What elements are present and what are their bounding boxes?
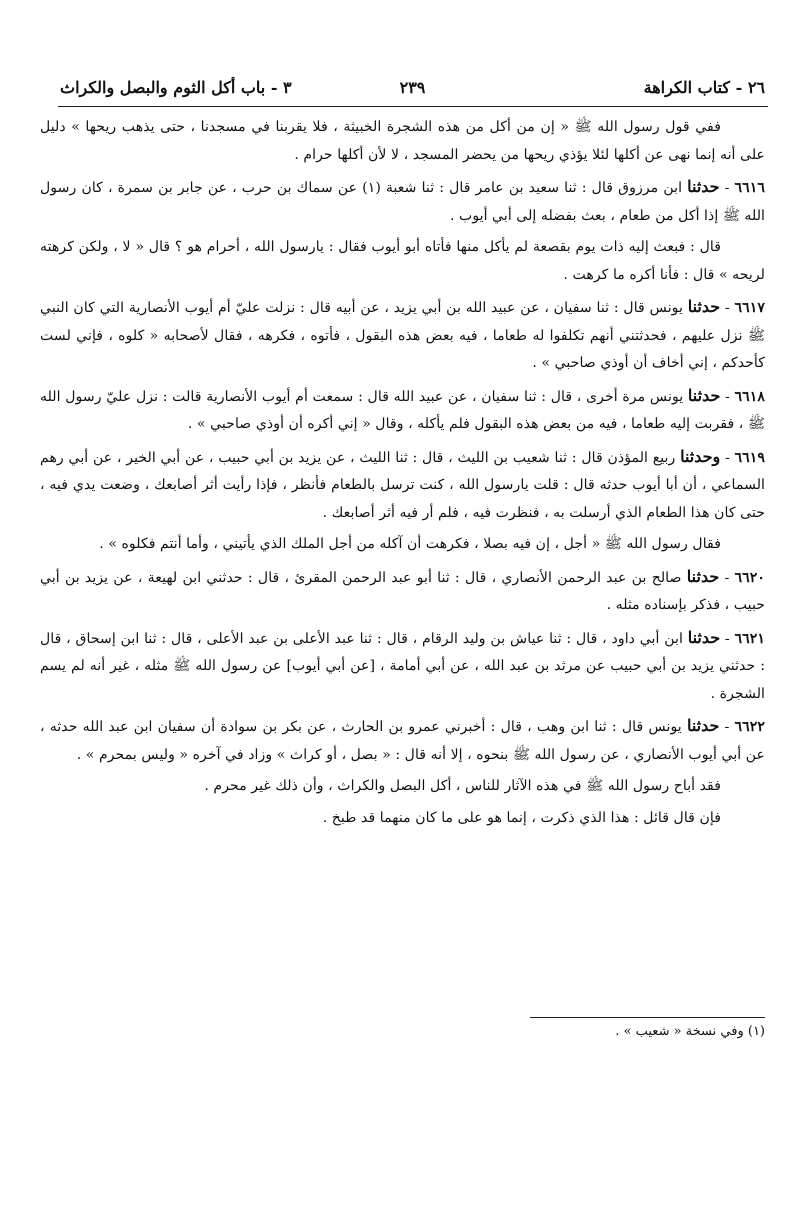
hadith-6622: ٦٦٢٢ - حدثنا يونس قال : ثنا ابن وهب ، قال : أخبرني عمرو بن الحارث ، عن بكر بن سوادة أن سفيان ابن عبد الله حدثه ، عن أبي أيوب الأنصاري ، عن رسول الله ﷺ بنحوه ، إلا أنه قال : « بصل ، أو كراث » وزاد في آخره « وليس بمحرم » . bbox=[40, 716, 766, 763]
hadith-keyword: حدثنا bbox=[687, 385, 721, 405]
hadith-6616: ٦٦١٦ - حدثنا ابن مرزوق قال : ثنا سعيد بن عامر قال : ثنا شعبة (١) عن سماك بن حرب ، عن جابر بن سمرة ، كان رسول الله ﷺ إذا أكل من طعام ، بعث بفضله إلى أبي أيوب . bbox=[40, 177, 765, 224]
hadith-6620: ٦٦٢٠ - حدثنا صالح بن عبد الرحمن الأنصاري ، قال : ثنا أبو عبد الرحمن المقرئ ، قال : حدثني ابن لهيعة ، عن يزيد بن أبي حبيب ، فذكر بإسناده مثله . bbox=[40, 566, 765, 613]
section-title: ٣ - باب أكل الثوم والبصل والكراث bbox=[60, 78, 292, 97]
paragraph-3: قال : فبعث إليه ذات يوم بقصعة لم يأكل منها فأتاه أبو أيوب فقال : يارسول الله ، أحرام هو ؟ قال « لا ، ولكن كرهته لريحه » قال : فأنا أكره ما كرهت . bbox=[40, 239, 765, 283]
footnote: (١) وفي نسخة « شعيب » . bbox=[615, 1024, 765, 1039]
hadith-keyword: حدثنا bbox=[686, 566, 720, 586]
page-number: ٢٣٩ bbox=[399, 78, 426, 97]
footnote-rule bbox=[530, 1017, 765, 1018]
hadith-number: ٦٦٢٠ bbox=[734, 569, 765, 586]
hadith-6618: ٦٦١٨ - حدثنا يونس مرة أخرى ، قال : ثنا سفيان ، عن عبيد الله قال : سمعت أم أيوب الأنصارية قالت : نزل عليّ رسول الله ﷺ ، فقربت إليه طعاما ، فيه من بعض هذه البقول فلم يأكله ، وقال « إني أكره أن أوذي صاحبي » . bbox=[40, 385, 766, 432]
hadith-number: ٦٦١٩ bbox=[734, 449, 766, 466]
hadith-keyword: حدثنا bbox=[686, 716, 720, 735]
hadith-6617: ٦٦١٧ - حدثنا يونس قال : ثنا سفيان ، عن عبيد الله بن أبي يزيد ، عن أبيه قال : نزلت عليّ أم أيوب الأنصارية التي كان النبي ﷺ نزل عليهم ، فحدثتني أنهم تكلفوا له طعاما ، فيه بعض هذه البقول ، فأتوه ، فكرهه ، فقال لأصحابه « كلوه ، فإني لست كأحدكم ، إني أخاف أن أوذي صاحبي » . bbox=[40, 297, 765, 371]
hadith-text: ربيع المؤذن قال : ثنا شعيب بن الليث ، قال : ثنا الليث ، عن يزيد بن أبي حبيب ، عن أبي الخير ، عن أبي رهم السماعي ، أن أبا أيوب حدثه قال : قلت يارسول الله ، كنت ترسل بالطعام فأنظر ، فإذا رأيت أثر أصابعك ، وضعت يدي فيه ، حتى كان هذا الطعام الذي أرسلت به ، فنظرت فيه ، فلم أر فيه أثر أصابعك . bbox=[40, 449, 765, 521]
hadith-keyword: وحدثنا bbox=[680, 446, 721, 466]
hadith-number: ٦٦١٨ bbox=[734, 388, 766, 405]
hadith-text: ابن أبي داود ، قال : ثنا عياش بن وليد الرقام ، قال : ثنا عبد الأعلى بن عبد الأعلى ، قال : ثنا ابن إسحاق ، قال : حدثني يزيد بن أبي حبيب عن مرثد بن عبد الله ، عن أبي أمامة ، [عن أبي أيوب] عن رسول الله ﷺ مثله ، غير أنه لم يسم الشجرة . bbox=[40, 630, 765, 702]
header-rule bbox=[58, 106, 768, 107]
paragraph-11: فقد أباح رسول الله ﷺ في هذه الآثار للناس ، أكل البصل والكراث ، وأن ذلك غير محرم . bbox=[204, 778, 721, 794]
hadith-number: ٦٦١٦ bbox=[734, 180, 765, 196]
page-header bbox=[60, 78, 765, 104]
hadith-text: صالح بن عبد الرحمن الأنصاري ، قال : ثنا أبو عبد الرحمن المقرئ ، قال : حدثني ابن لهيعة ، عن يزيد بن أبي حبيب ، فذكر بإسناده مثله . bbox=[40, 569, 765, 613]
hadith-text: يونس قال : ثنا ابن وهب ، قال : أخبرني عمرو بن الحارث ، عن بكر بن سوادة أن سفيان ابن عبد الله حدثه ، عن أبي أيوب الأنصاري ، عن رسول الله ﷺ بنحوه ، إلا أنه قال : « بصل ، أو كراث » وزاد في آخره « وليس بمحرم » . bbox=[40, 719, 765, 763]
paragraph-1: ففي قول رسول الله ﷺ « إن من أكل من هذه الشجرة الخبيثة ، فلا يقربنا في مسجدنا ، حتى يذهب ريحها » دليل على أنه إنما نهى عن أكلها لئلا يؤذي ريحها من يحضر المسجد ، لا لأن أكلها حرام . bbox=[40, 119, 765, 163]
hadith-text: ابن مرزوق قال : ثنا سعيد بن عامر قال : ثنا شعبة (١) عن سماك بن حرب ، عن جابر بن سمرة ، كان رسول الله ﷺ إذا أكل من طعام ، بعث بفضله إلى أبي أيوب . bbox=[40, 180, 765, 224]
paragraph-12: فإن قال قائل : هذا الذي ذكرت ، إنما هو على ما كان منهما قد طبخ . bbox=[322, 809, 721, 826]
paragraph-7: فقال رسول الله ﷺ « أجل ، إن فيه بصلا ، فكرهت أن آكله من أجل الملك الذي يأتيني ، وأما أنتم فكلوه » . bbox=[99, 536, 721, 552]
hadith-6621: ٦٦٢١ - حدثنا ابن أبي داود ، قال : ثنا عياش بن وليد الرقام ، قال : ثنا عبد الأعلى بن عبد الأعلى ، قال : ثنا ابن إسحاق ، قال : حدثني يزيد بن أبي حبيب عن مرثد بن عبد الله ، عن أبي أمامة ، [عن أبي أيوب] عن رسول الله ﷺ مثله ، غير أنه لم يسم الشجرة . bbox=[40, 627, 765, 702]
hadith-number: ٦٦٢٢ bbox=[734, 719, 766, 735]
hadith-text: يونس مرة أخرى ، قال : ثنا سفيان ، عن عبيد الله قال : سمعت أم أيوب الأنصارية قالت : نزل عليّ رسول الله ﷺ ، فقربت إليه طعاما ، فيه من بعض هذه البقول فلم يأكله ، وقال « إني أكره أن أوذي صاحبي » . bbox=[40, 388, 765, 432]
chapter-title: ٢٦ - كتاب الكراهة bbox=[643, 78, 765, 97]
main-text bbox=[40, 114, 765, 836]
hadith-number: ٦٦٢١ bbox=[734, 630, 765, 647]
hadith-keyword: حدثنا bbox=[687, 177, 720, 196]
hadith-6619: ٦٦١٩ - وحدثنا ربيع المؤذن قال : ثنا شعيب بن الليث ، قال : ثنا الليث ، عن يزيد بن أبي حبيب ، عن أبي الخير ، عن أبي رهم السماعي ، أن أبا أيوب حدثه قال : قلت يارسول الله ، كنت ترسل بالطعام فأنظر ، فإذا رأيت أثر أصابعك ، وضعت يدي فيه ، حتى كان هذا الطعام الذي أرسلت به ، فنظرت فيه ، فلم أر فيه أثر أصابعك . bbox=[40, 446, 766, 521]
hadith-keyword: حدثنا bbox=[687, 297, 721, 316]
hadith-number: ٦٦١٧ bbox=[734, 300, 765, 316]
hadith-text: يونس قال : ثنا سفيان ، عن عبيد الله بن أبي يزيد ، عن أبيه قال : نزلت عليّ أم أيوب الأنصارية التي كان النبي ﷺ نزل عليهم ، فحدثتني أنهم تكلفوا له طعاما ، فيه بعض هذه البقول ، فأتوه ، فكرهه ، فقال لأصحابه « كلوه ، فإني لست كأحدكم ، إني أخاف أن أوذي صاحبي » . bbox=[40, 300, 765, 371]
hadith-keyword: حدثنا bbox=[687, 627, 721, 647]
